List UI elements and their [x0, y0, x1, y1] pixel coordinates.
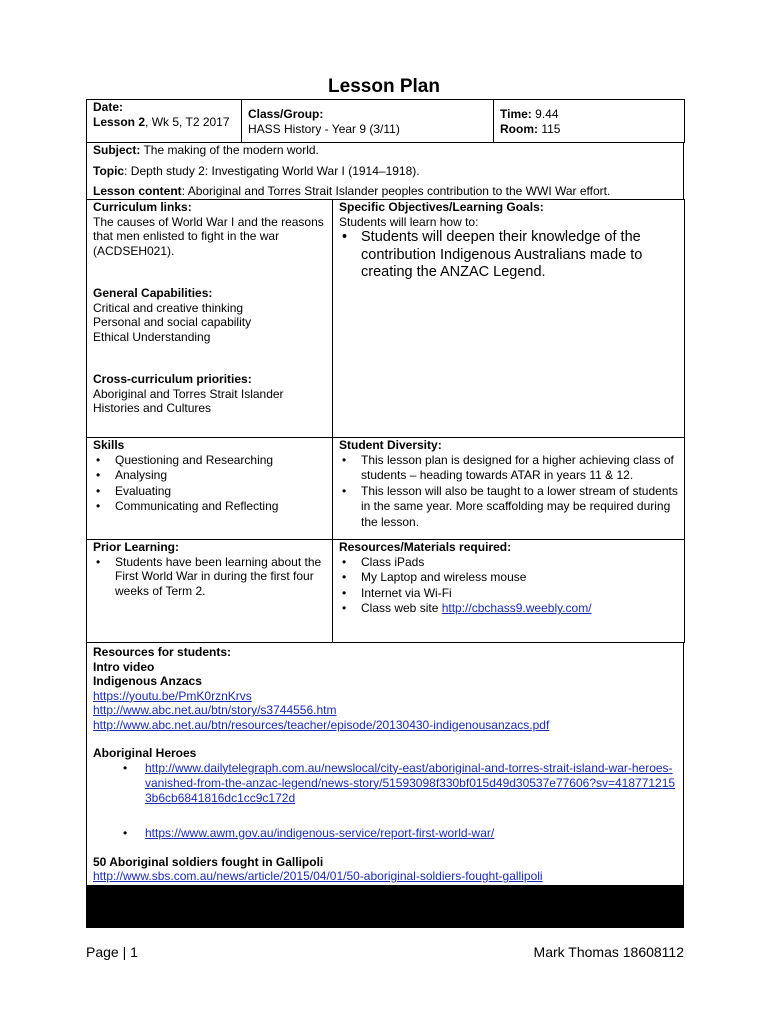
resources-required-label: Resources/Materials required: — [339, 540, 512, 554]
skills-list — [93, 453, 326, 515]
list-item: • Students will deepen their knowledge of the contribution Indigenous Australians made to creating the ANZAC Legend. — [361, 229, 678, 282]
prior-learning-list — [93, 555, 326, 599]
capability-item: Personal and social capability — [93, 315, 252, 329]
details-grid — [86, 199, 685, 643]
curriculum-cell — [87, 200, 333, 438]
student-resources-cell — [87, 643, 684, 886]
list-item: • My Laptop and wireless mouse — [361, 570, 678, 586]
author-name: Mark Thomas 18608112 — [533, 944, 684, 960]
class-website-label: Class web site — [361, 601, 442, 615]
list-item: • Evaluating — [115, 484, 326, 500]
capability-item: Ethical Understanding — [93, 329, 211, 344]
class-value: HASS History - Year 9 (3/11) — [248, 121, 400, 136]
list-item — [361, 601, 678, 617]
youtube-link[interactable]: https://youtu.be/PmK0rznKrvs — [93, 688, 252, 703]
list-item: • Class iPads — [361, 555, 678, 571]
cross-curriculum-text: Aboriginal and Torres Strait Islander Histories and Cultures — [93, 386, 284, 415]
list-item: • This lesson will also be taught to a lower stream of students in the same year. More scaffolding may be required during the lesson. — [361, 484, 678, 531]
subject-value: The making of the modern world. — [143, 143, 319, 157]
list-item — [145, 761, 677, 806]
objectives-label: Specific Objectives/Learning Goals: — [339, 200, 544, 214]
list-item: • Questioning and Researching — [115, 453, 326, 469]
gallipoli-label: 50 Aboriginal soldiers fought in Gallipoli — [93, 854, 324, 869]
class-cell — [242, 100, 494, 143]
list-item: • Students have been learning about the First World War in during the first four weeks of Term 2. — [115, 555, 326, 599]
list-item: • Analysing — [115, 468, 326, 484]
lesson-number: Lesson 2 — [93, 114, 146, 129]
room-value: 115 — [541, 121, 561, 136]
objectives-cell — [333, 200, 685, 438]
lesson-content-label: Lesson content — [93, 184, 182, 198]
capability-item: Critical and creative thinking — [93, 300, 244, 315]
list-item: • Communicating and Reflecting — [115, 499, 326, 515]
abc-pdf-link[interactable]: http://www.abc.net.au/btn/resources/teacher/episode/20130430-indigenousanzacs.pdf — [93, 717, 550, 732]
skills-label: Skills — [93, 438, 125, 452]
resources-required-list — [339, 555, 678, 617]
time-label: Time: — [500, 107, 532, 121]
sbs-gallipoli-link[interactable]: http://www.sbs.com.au/news/article/2015/04/01/50-aboriginal-soldiers-fought-gallipoli — [93, 869, 543, 883]
heroes-links-list — [93, 761, 677, 841]
cross-curriculum-label: Cross-curriculum priorities: — [93, 372, 252, 386]
skills-cell — [87, 438, 333, 540]
topic-label: Topic — [93, 163, 125, 178]
curriculum-links-label: Curriculum links: — [93, 200, 192, 214]
class-label: Class/Group: — [248, 107, 324, 121]
class-website-link[interactable]: http://cbchass9.weebly.com/ — [441, 601, 592, 615]
time-cell — [494, 100, 685, 143]
list-item: • Internet via Wi-Fi — [361, 586, 678, 602]
topic-value: : Depth study 2: Investigating World War I (1914–1918). — [124, 163, 420, 178]
subject-label: Subject: — [93, 143, 141, 157]
room-label: Room: — [500, 121, 538, 136]
subject-cell — [87, 143, 684, 200]
diversity-cell — [333, 438, 685, 540]
general-capabilities-label: General Capabilities: — [93, 286, 213, 300]
abc-story-link[interactable]: http://www.abc.net.au/btn/story/s3744556.htm — [93, 703, 337, 717]
intro-video-label: Intro video — [93, 659, 155, 674]
lesson-plan-table — [86, 99, 684, 928]
prior-learning-label: Prior Learning: — [93, 540, 180, 554]
awm-link[interactable]: https://www.awm.gov.au/indigenous-service/report-first-world-war/ — [145, 825, 495, 840]
time-value: 9.44 — [535, 107, 559, 121]
lesson-week: , Wk 5, T2 2017 — [145, 114, 230, 129]
resources-required-cell — [333, 540, 685, 643]
list-item — [145, 826, 677, 841]
diversity-list — [339, 453, 678, 531]
diversity-label: Student Diversity: — [339, 438, 442, 452]
student-resources-label: Resources for students: — [93, 645, 232, 659]
list-item: • This lesson plan is designed for a higher achieving class of students – heading towards ATAR in years 11 & 12. — [361, 453, 678, 484]
subject-row — [86, 142, 684, 200]
lesson-info — [93, 115, 235, 130]
date-label: Date: — [93, 100, 124, 114]
curriculum-links-text: The causes of World War I and the reasons that men enlisted to fight in the war (ACDSEH021). — [93, 214, 324, 258]
student-resources-row — [86, 642, 684, 886]
page-number: Page | 1 — [86, 944, 138, 960]
aboriginal-heroes-label: Aboriginal Heroes — [93, 746, 197, 760]
page-title: Lesson Plan — [328, 76, 440, 97]
header-row — [86, 99, 685, 143]
indigenous-anzacs-label: Indigenous Anzacs — [93, 674, 202, 688]
dailytelegraph-link[interactable]: http://www.dailytelegraph.com.au/newslocal/city-east/aboriginal-and-torres-strait-island-war-heroes-vanished-from-the-anzac-legend/news-story/51593098f330bf015d49d30537e77606?sv=4187712153b6cb6841816dc1cc9c172d — [145, 760, 676, 805]
lesson-content-value: : Aboriginal and Torres Strait Islander peoples contribution to the WWI War effort. — [181, 184, 611, 198]
objectives-list — [339, 229, 678, 282]
black-bar — [86, 885, 684, 928]
date-cell — [87, 100, 242, 143]
objectives-intro: Students will learn how to: — [339, 214, 479, 229]
prior-learning-cell — [87, 540, 333, 643]
page-footer — [86, 944, 684, 960]
